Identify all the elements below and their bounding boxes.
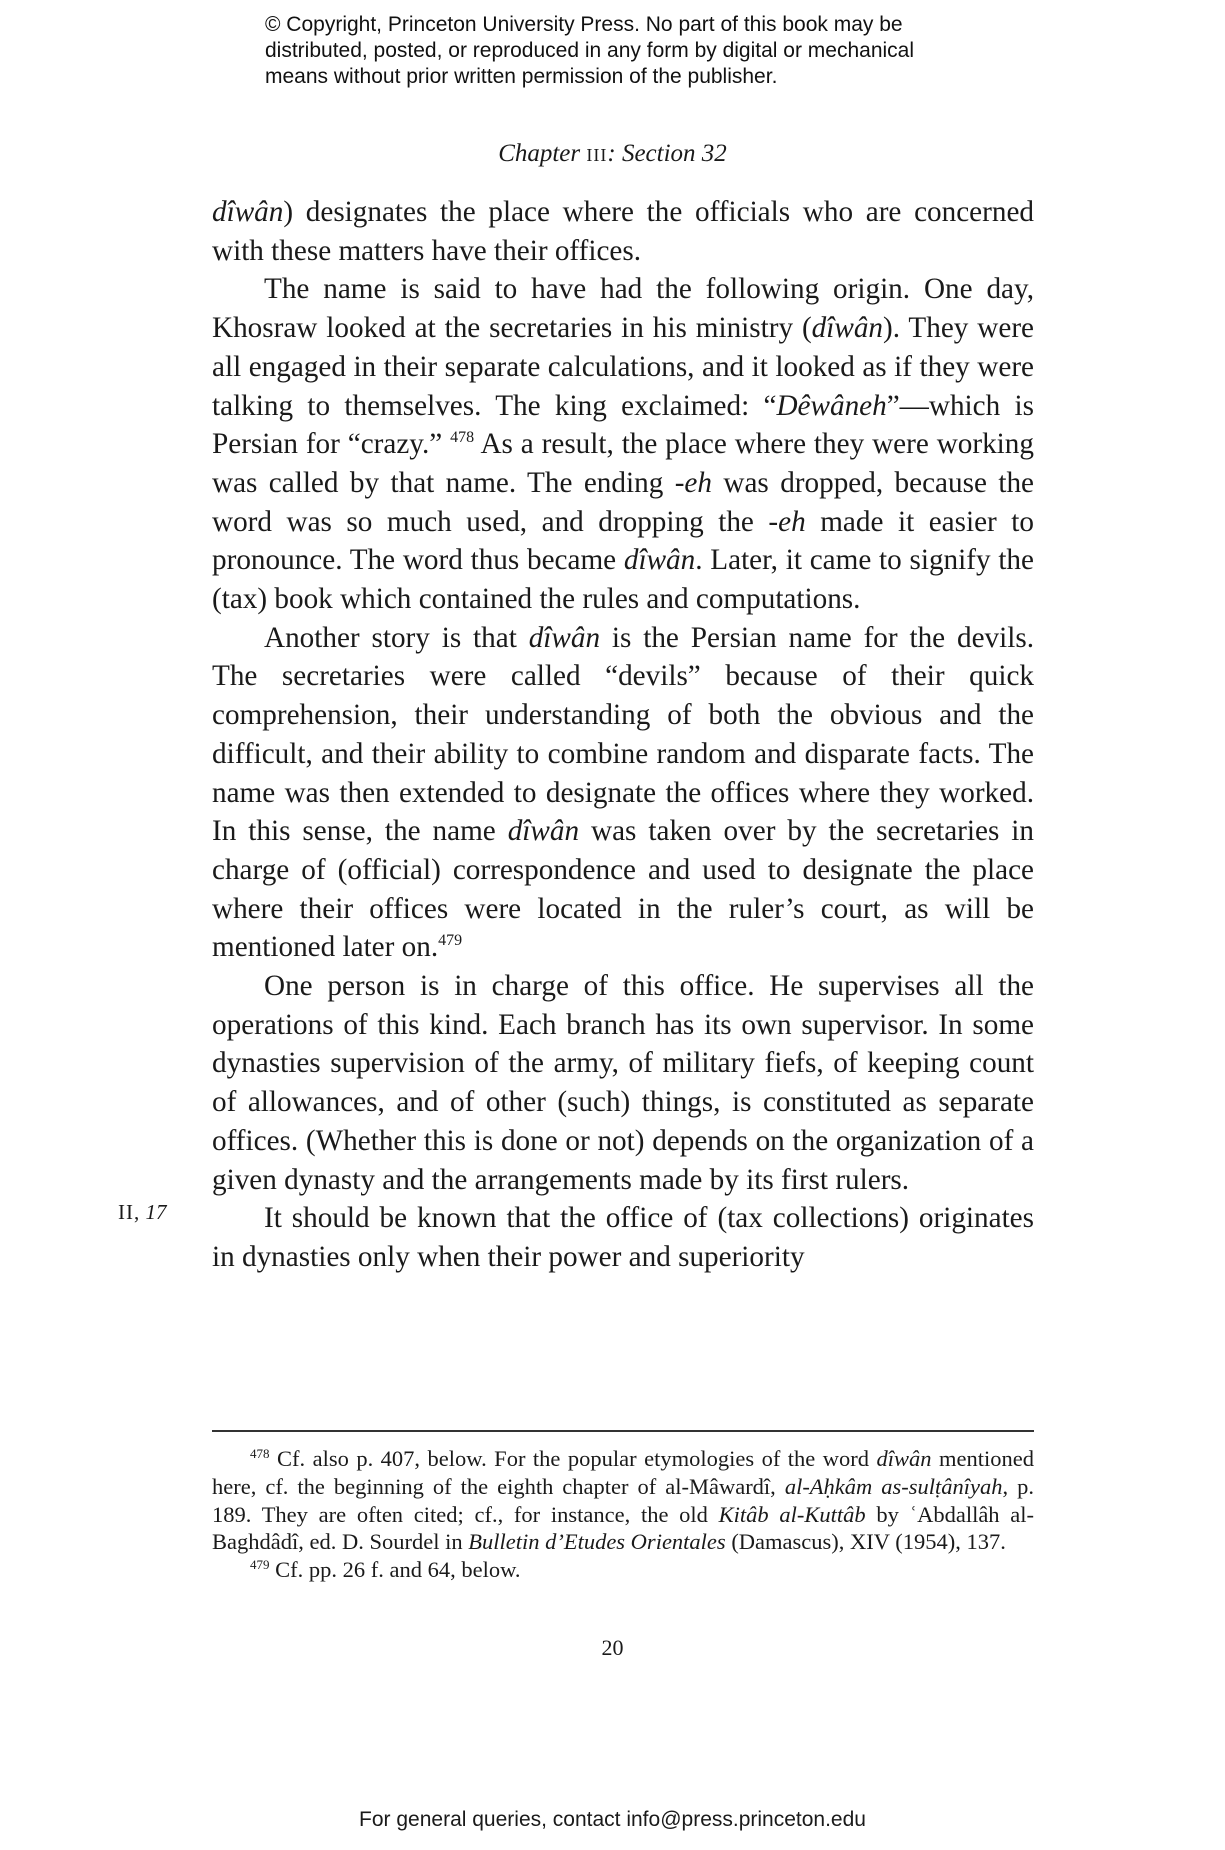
copyright-line: © Copyright, Princeton University Press. No part of this book may be <box>265 13 903 36</box>
footnote-marker: 479 <box>438 932 463 950</box>
copyright-notice <box>265 12 1025 90</box>
section-label: : Section 32 <box>607 140 727 167</box>
margin-volume: II, <box>118 1200 141 1224</box>
text-run: Another story is that <box>264 621 529 654</box>
italic-text: dîwân <box>528 621 601 654</box>
italic-text: -eh <box>674 466 712 499</box>
italic-text: dîwân <box>811 312 884 345</box>
text-run: was dropped, because the word was so much used, and dropping the <box>212 466 1034 538</box>
italic-text: dîwân <box>876 1446 932 1471</box>
footnote-marker: 478 <box>450 429 475 447</box>
text-run: . Later, it came to signify the (tax) book which contained the rules and computations. <box>212 544 1034 616</box>
text-run: One person is in charge of this office. He supervises all the operations of this kind. Each branch has its own supervisor. In some dynasties supervision of the army, of military fiefs, of keeping count of allowances, and of other (such) things, is constituted as separate offices. (Whether this is done or not) depends on the organization of a given dynasty and the arrangements made by its first rulers. <box>212 970 1034 1196</box>
italic-text: dîwân <box>212 196 284 228</box>
body-text <box>212 193 1034 1277</box>
running-head <box>0 140 1225 168</box>
text-run: (Damascus), XIV (1954), 137. <box>725 1529 1006 1555</box>
copyright-line: means without prior written permission of the publisher. <box>265 65 778 88</box>
footnote-478 <box>212 1445 1034 1556</box>
text-run: ”—which is Persian for “crazy.” <box>212 389 1034 461</box>
paragraph <box>212 619 1034 967</box>
italic-text: dîwân <box>507 815 580 848</box>
text-run: The name is said to have had the following origin. One day, Khosraw looked at the secretaries in his ministry ( <box>212 273 1034 345</box>
paragraph <box>212 1199 1034 1276</box>
italic-text: al-Aḥkâm as-sulṭânîyah <box>784 1473 1003 1499</box>
paragraph <box>212 270 1034 618</box>
italic-text: -eh <box>768 505 806 538</box>
text-run: mentioned here, cf. the beginning of the eighth chapter of al-Mâwardî, <box>212 1446 1034 1499</box>
contact-footer: For general queries, contact info@press.princeton.edu <box>359 1808 866 1831</box>
text-run: It should be known that the office of (tax collections) originates in dynasties only when their power and superiority <box>212 1202 1034 1273</box>
text-run: by ʿAbdallâh al-Baghdâdî, ed. D. Sourdel in <box>212 1501 1035 1555</box>
margin-reference <box>118 1200 167 1225</box>
footnotes <box>212 1445 1034 1584</box>
chapter-number: III <box>586 145 608 165</box>
text-run: Cf. pp. 26 f. and 64, below. <box>269 1557 521 1583</box>
italic-text: Bulletin d’Etudes Orientales <box>468 1529 726 1555</box>
paragraph <box>212 967 1034 1199</box>
italic-text: Kitâb al-Kuttâb <box>718 1501 866 1527</box>
text-run: ). They were all engaged in their separate calculations, and it looked as if they were talking to themselves. The king exclaimed: “ <box>212 312 1034 422</box>
paragraph <box>212 193 1034 270</box>
footnote-rule <box>212 1430 1034 1432</box>
footnote-479 <box>212 1556 1034 1584</box>
text-run: made it easier to pronounce. The word thus became <box>212 505 1034 577</box>
text-run: was taken over by the secretaries in charge of (official) correspondence and used to designate the place where their offices were located in the ruler’s court, as will be mentioned later on. <box>212 815 1034 964</box>
text-run: ) designates the place where the officials who are concerned with these matters have their offices. <box>212 196 1034 267</box>
italic-text: dîwân <box>623 544 696 577</box>
copyright-line: distributed, posted, or reproduced in any form by digital or mechanical <box>265 39 915 62</box>
text-run: , p. 189. They are often cited; cf., for instance, the old <box>212 1473 1035 1527</box>
chapter-word: Chapter <box>498 140 581 167</box>
margin-page: 17 <box>145 1200 167 1224</box>
footnote-marker: 479 <box>250 1557 270 1573</box>
text-run: As a result, the place where they were working was called by that name. The ending <box>212 428 1034 499</box>
text-run: Cf. also p. 407, below. For the popular etymologies of the word <box>269 1446 877 1471</box>
page-number: 20 <box>601 1635 624 1660</box>
italic-text: Dêwâneh <box>776 389 887 422</box>
footnote-marker: 478 <box>250 1446 270 1461</box>
text-run: is the Persian name for the devils. The secretaries were called “devils” because of their quick comprehension, their understanding of both the obvious and the difficult, and their ability to combine random and disparate facts. The name was then extended to designate the offices where they worked. In this sense, the name <box>212 621 1034 848</box>
